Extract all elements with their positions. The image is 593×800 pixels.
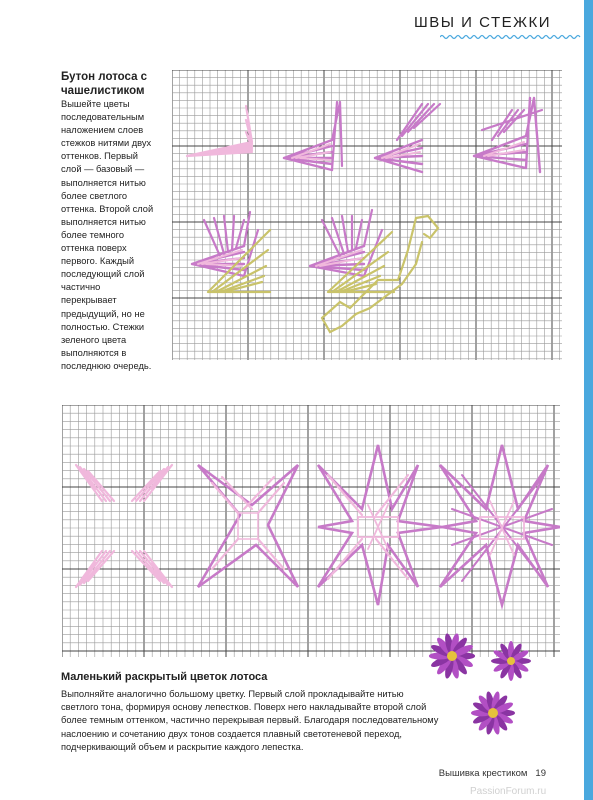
section2-title: Маленький раскрытый цветок лотоса [61,671,268,683]
magazine-name: Вышивка крестиком [438,768,528,779]
body-line: светлого тона, формируя основу лепестков. Поверх него накладывайте второй слой [61,702,427,713]
page-footer [439,768,546,779]
embroidered-flower-photo [428,632,476,680]
section2-body [61,688,461,754]
body-line: последующий слой [61,269,145,280]
body-line: стежков нитями двух [61,138,152,149]
body-line: первого. Каждый [61,256,135,267]
body-line: наслоению и сочетанию двух тонов создается плавный светотеневой переход, [61,728,402,739]
body-line: выполняются в [61,347,127,358]
side-accent-stripe [584,0,593,800]
watermark: PassionForum.ru [470,786,547,797]
section-header: ШВЫ И СТЕЖКИ [413,14,551,31]
header-wave-ornament [440,34,582,40]
body-line: наложением слоев [61,125,144,136]
body-line: последнюю очередь. [61,360,152,371]
body-line: слой — базовый — [61,164,145,175]
body-line: оттенков. Первый [61,151,138,162]
body-line: более темного [61,229,125,240]
bud-step-2 [284,102,342,170]
body-line: Выполняйте аналогично большому цветку. Первый слой прокладывайте нитью [61,689,404,699]
section1-title [61,70,147,98]
body-line: оттенка поверх [61,243,127,254]
page-number: 19 [535,768,546,779]
body-line: зеленого цвета [61,334,127,345]
body-line: выполняется нитью [61,216,146,227]
body-line: перекрывает [61,295,117,306]
body-line: предыдущий, но не [61,308,145,319]
section1-title-line: Бутон лотоса с [61,71,148,83]
embroidered-flower-photo [490,640,532,682]
bud-with-sepal-left [192,212,270,292]
body-line: выполняется нитью [61,177,146,188]
body-line: подчеркивающий объем и раскрытие каждого лепестка. [61,741,304,752]
open-lotus-step-4 [440,445,560,605]
body-line: Вышейте цветы [61,99,130,109]
body-line: более светлого [61,190,128,201]
bud-with-sepal-right [310,210,438,332]
lotus-bud-stitch-chart [172,70,562,360]
section1-body [61,98,169,373]
body-line: частично [61,282,101,293]
open-lotus-step-3 [318,445,442,605]
body-line: полностью. Стежки [61,321,145,332]
section1-title-line: чашелистиком [61,85,145,97]
open-lotus-stitch-chart [62,405,560,657]
body-line: последовательным [61,112,145,123]
embroidered-flower-photo [470,690,516,736]
body-line: оттенка. Второй слой [61,203,154,214]
body-line: более темным оттенком, частично перекрывая первый. Благодаря последовательному [61,715,439,726]
